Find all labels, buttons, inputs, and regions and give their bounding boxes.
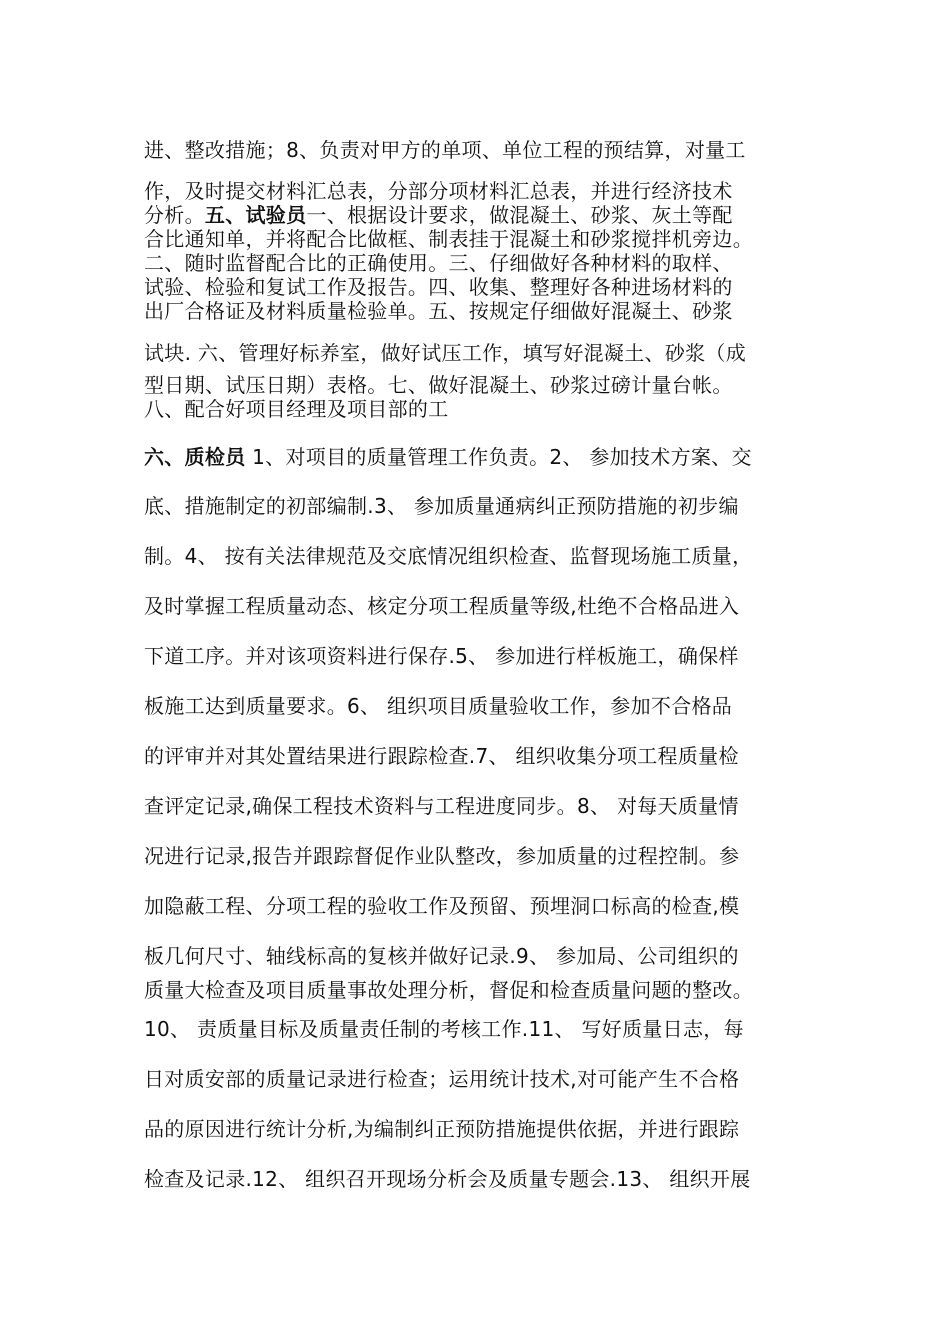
text-line: 及时掌握工程质量动态、核定分项工程质量等级,杜绝不合格品进入 xyxy=(144,594,740,618)
text-line: 况进行记录,报告并跟踪督促作业队整改，参加质量的过程控制。参 xyxy=(144,844,740,868)
text-fragment: 分析。 xyxy=(144,203,205,227)
text-line: 质量大检查及项目质量事故处理分析，督促和检查质量问题的整改。 xyxy=(144,978,753,1002)
text-line: 八、配合好项目经理及项目部的工 xyxy=(144,397,449,421)
section-heading-tester: 五、试验员 xyxy=(204,203,307,227)
text-line: 底、措施制定的初部编制.3、 参加质量通病纠正预防措施的初步编 xyxy=(144,494,739,518)
text-line: 二、随时监督配合比的正确使用。三、仔细做好各种材料的取样、 xyxy=(144,251,733,275)
text-line: 检查及记录.12、 组织召开现场分析会及质量专题会.13、 组织开展 xyxy=(144,1167,751,1191)
text-line: 型日期、试压日期）表格。七、做好混凝土、砂浆过磅计量台帐。 xyxy=(144,373,733,397)
text-line xyxy=(144,202,824,228)
text-line: 板施工达到质量要求。6、 组织项目质量验收工作，参加不合格品 xyxy=(144,694,733,718)
text-line: 加隐蔽工程、分项工程的验收工作及预留、预埋洞口标高的检查,模 xyxy=(144,894,740,918)
text-line: 的评审并对其处置结果进行跟踪检查.7、 组织收集分项工程质量检 xyxy=(144,744,739,768)
text-line: 品的原因进行统计分析,为编制纠正预防措施提供依据，并进行跟踪 xyxy=(144,1117,740,1141)
text-line: 10、 责质量目标及质量责任制的考核工作.11、 写好质量日志，每 xyxy=(144,1017,744,1041)
text-line: 进、整改措施；8、负责对甲方的单项、单位工程的预结算，对量工 xyxy=(144,138,746,162)
text-line: 制。4、 按有关法律规范及交底情况组织检查、监督现场施工质量， xyxy=(144,544,753,568)
text-line: 合比通知单，并将配合比做框、制表挂于混凝土和砂浆搅拌机旁边。 xyxy=(144,227,753,251)
text-line: 试块. 六、管理好标养室，做好试压工作，填写好混凝土、砂浆（成 xyxy=(144,341,747,365)
text-fragment: 一、根据设计要求，做混凝土、砂浆、灰土等配 xyxy=(306,203,733,227)
section-heading-quality-inspector: 六、质检员 xyxy=(144,445,246,469)
text-line: 出厂合格证及材料质量检验单。五、按规定仔细做好混凝土、砂浆 xyxy=(144,299,733,323)
text-line: 日对质安部的质量记录进行检查；运用统计技术,对可能产生不合格 xyxy=(144,1067,740,1091)
text-line: 板几何尺寸、轴线标高的复核并做好记录.9、 参加局、公司组织的 xyxy=(144,944,739,968)
text-line: 下道工序。并对该项资料进行保存.5、 参加进行样板施工，确保样 xyxy=(144,644,739,668)
text-line: 试验、检验和复试工作及报告。四、收集、整理好各种进场材料的 xyxy=(144,275,733,299)
text-line: 查评定记录,确保工程技术资料与工程进度同步。8、 对每天质量情 xyxy=(144,794,739,818)
text-fragment: 1、对项目的质量管理工作负责。2、 参加技术方案、交 xyxy=(245,445,752,469)
text-line xyxy=(144,444,824,470)
text-line: 作，及时提交材料汇总表，分部分项材料汇总表，并进行经济技术 xyxy=(144,179,733,203)
